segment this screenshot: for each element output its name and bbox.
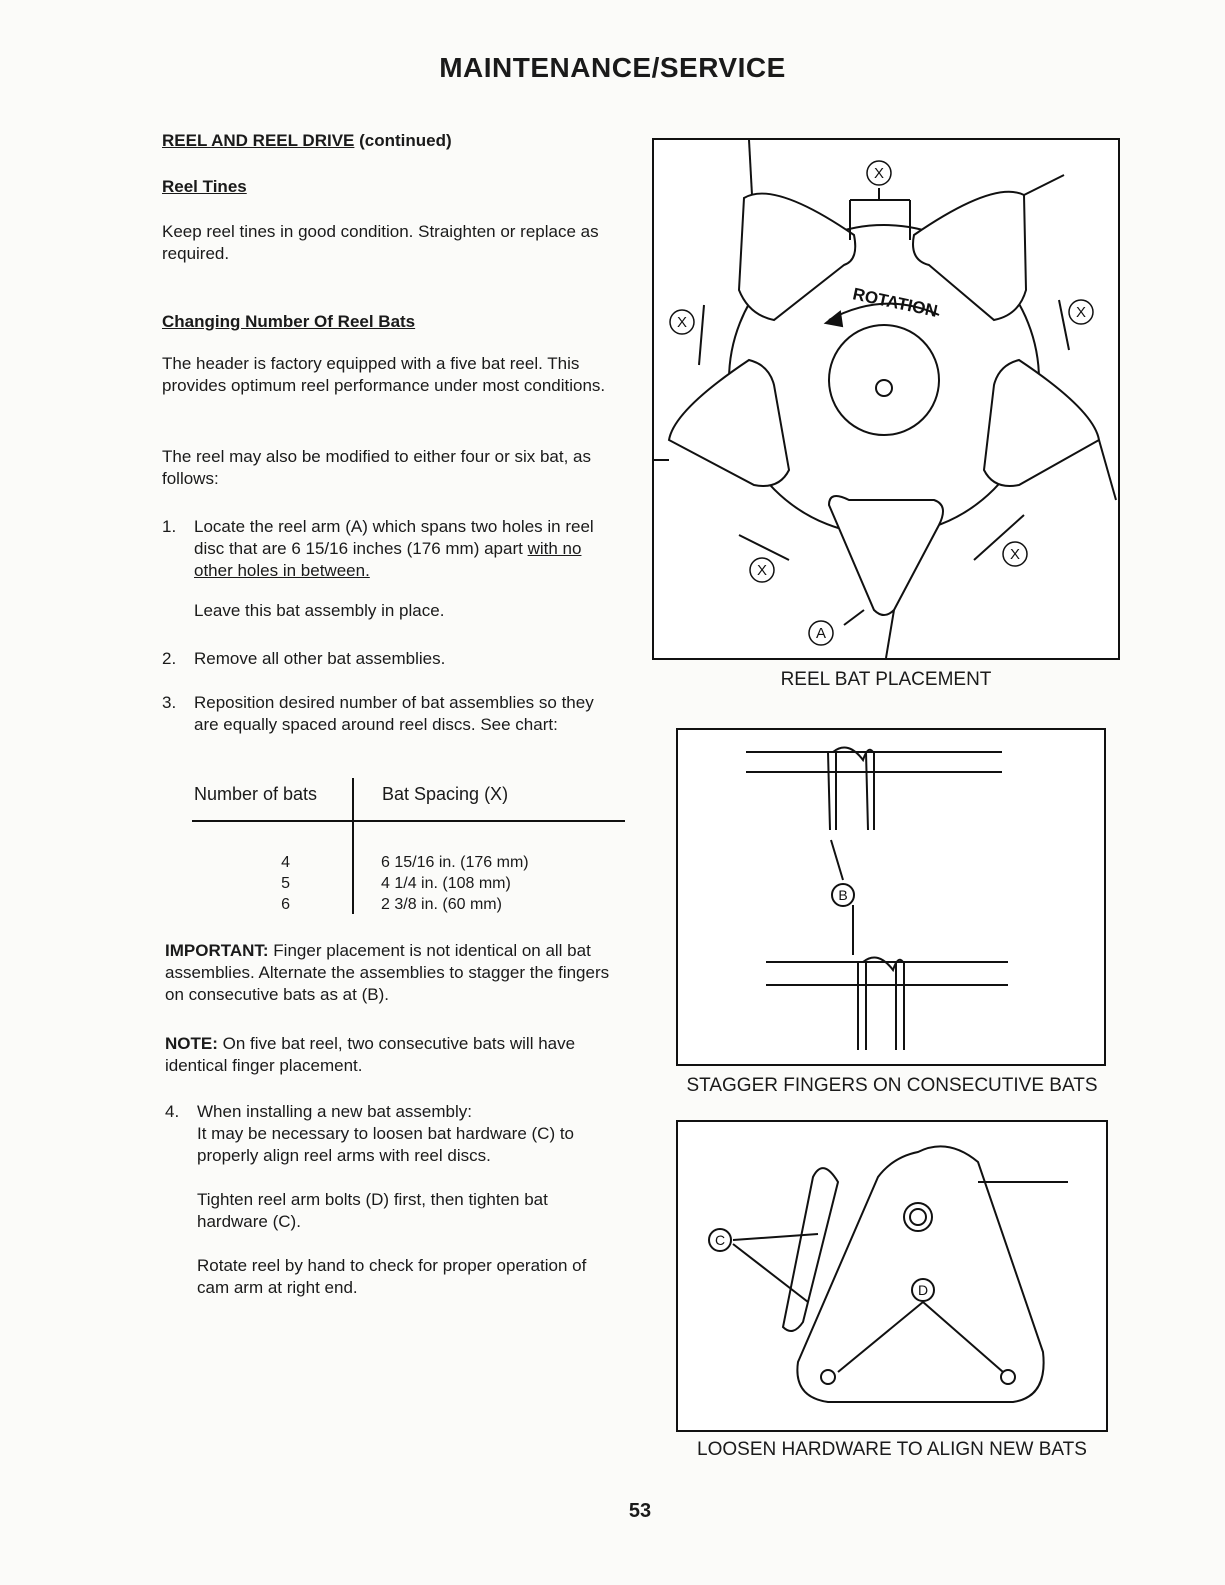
important-label: IMPORTANT: — [165, 941, 269, 960]
important-note — [165, 940, 610, 1006]
label-a: A — [815, 625, 827, 642]
bat-shape — [669, 360, 789, 486]
changing-para2: The reel may also be modified to either four or six bat, as follows: — [162, 447, 591, 488]
reel-tines-text: Keep reel tines in good condition. Straighten or replace as required. — [162, 222, 599, 263]
step-number: 2. — [162, 649, 177, 668]
label-x: X — [756, 562, 768, 579]
changing-heading: Changing Number Of Reel Bats — [162, 312, 416, 331]
page-number: 53 — [628, 1500, 652, 1522]
label-d: D — [917, 1282, 929, 1298]
label-x: X — [676, 314, 688, 331]
step-number: 4. — [165, 1102, 180, 1121]
step-text: Locate the reel arm (A) which spans two holes in reel disc that are 6 15/16 inches (176 mm) apart — [194, 517, 594, 558]
figure-loosen-hardware — [676, 1120, 1108, 1432]
step-1 — [162, 516, 607, 622]
step-sub-1: Tighten reel arm bolts (D) first, then tighten bat hardware (C). — [197, 1190, 548, 1231]
important-text: Finger placement is not identical on all bat assemblies. Alternate the assemblies to stagger the fingers on consecutive bats as at (B). — [165, 941, 610, 1004]
table-row: 6 15/16 in. (176 mm) 4 1/4 in. (108 mm) 2 3/8 in. (60 mm) — [381, 854, 529, 913]
section-heading-suffix: (continued) — [359, 131, 452, 150]
step-number: 1. — [162, 517, 177, 536]
label-c: C — [714, 1232, 726, 1248]
step-text: Remove all other bat assemblies. — [194, 649, 446, 668]
figure-caption: LOOSEN HARDWARE TO ALIGN NEW BATS — [697, 1439, 1087, 1460]
changing-para1: The header is factory equipped with a five bat reel. This provides optimum reel performance under most conditions. — [162, 354, 606, 395]
step-text: When installing a new bat assembly: — [197, 1102, 472, 1121]
stagger-diagram — [678, 730, 1104, 1064]
figure-caption: STAGGER FINGERS ON CONSECUTIVE BATS — [686, 1075, 1098, 1096]
step-4 — [165, 1101, 610, 1299]
rotation-label: ROTATION — [850, 284, 940, 321]
step-2 — [162, 648, 607, 670]
bat-shape — [984, 360, 1099, 486]
step-3 — [162, 692, 607, 736]
figure-stagger-fingers — [676, 728, 1106, 1066]
bat-shape — [829, 496, 943, 615]
table-divider — [192, 820, 625, 822]
label-x: X — [1009, 546, 1021, 563]
label-x: X — [873, 165, 885, 182]
reel-tines-heading: Reel Tines — [162, 177, 247, 196]
reel-center-hole — [876, 380, 892, 396]
step-sub: Leave this bat assembly in place. — [194, 601, 445, 620]
figure-caption: REEL BAT PLACEMENT — [780, 669, 992, 690]
hardware-diagram — [678, 1122, 1106, 1430]
step-underline: with no other holes in between. — [194, 539, 582, 580]
note — [165, 1033, 610, 1077]
step-text-2: It may be necessary to loosen bat hardware (C) to properly align reel arms with reel discs. — [197, 1124, 575, 1165]
table-row: 4 5 6 — [281, 854, 290, 913]
bat-shape — [739, 194, 855, 320]
step-number: 3. — [162, 693, 177, 712]
section-heading-text: REEL AND REEL DRIVE — [162, 131, 355, 150]
table-header-spacing: Bat Spacing (X) — [382, 784, 509, 804]
section-heading — [162, 130, 452, 152]
note-text: On five bat reel, two consecutive bats will have identical finger placement. — [165, 1034, 576, 1075]
table-vline — [352, 778, 354, 914]
figure-reel-bat-placement — [652, 138, 1120, 660]
table-header-bats: Number of bats — [194, 784, 318, 804]
page-title: MAINTENANCE/SERVICE — [439, 52, 786, 83]
step-sub-2: Rotate reel by hand to check for proper operation of cam arm at right end. — [197, 1256, 587, 1297]
label-b: B — [838, 887, 848, 903]
note-label: NOTE: — [165, 1034, 218, 1053]
reel-diagram — [654, 140, 1118, 658]
label-x: X — [1075, 304, 1087, 321]
step-text: Reposition desired number of bat assemblies so they are equally spaced around reel discs. See chart: — [194, 693, 594, 734]
